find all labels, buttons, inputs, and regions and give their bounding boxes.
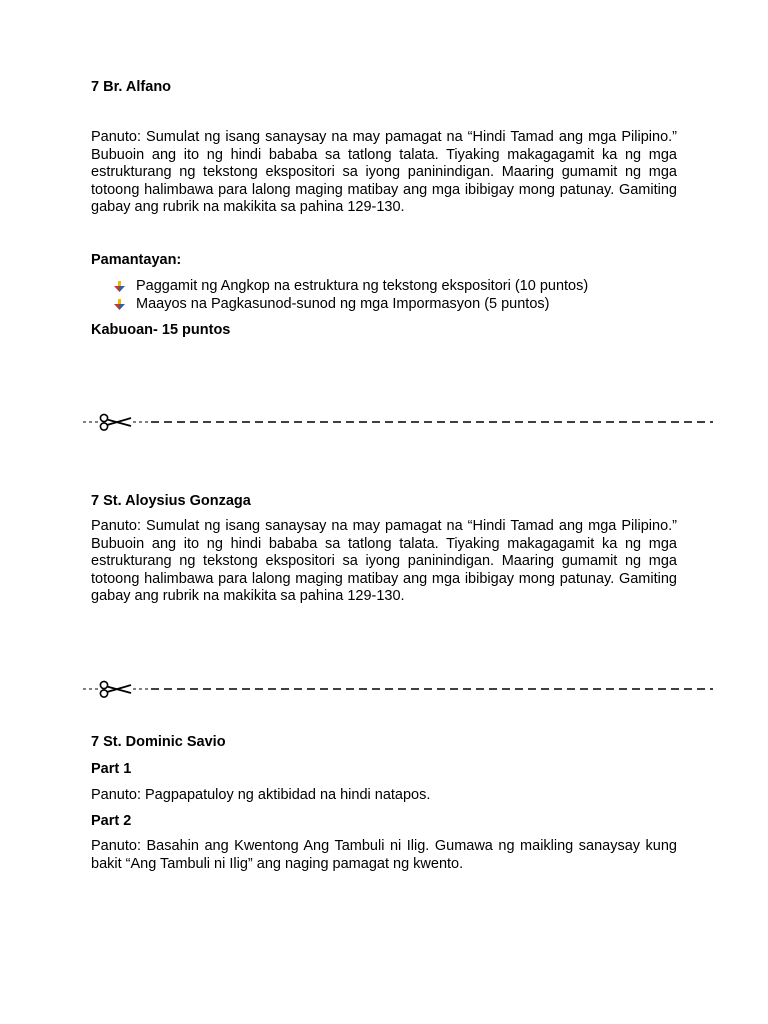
arrow-bullet-icon xyxy=(114,281,125,292)
part1-instruction: Panuto: Pagpapatuloy ng aktibidad na hindi natapos. xyxy=(91,787,431,803)
criteria-item xyxy=(114,295,588,313)
part2-instruction: Panuto: Basahin ang Kwentong Ang Tambuli ni Ilig. Gumawa ng maikling sanaysay kung bakit “Ang Tambuli ni Ilig” ang naging pamagat ng kwento. xyxy=(91,838,677,872)
part2-heading: Part 2 xyxy=(91,813,132,829)
criteria-list xyxy=(114,277,588,313)
scissors-icon xyxy=(100,414,131,430)
total-points: Kabuoan- 15 puntos xyxy=(91,322,231,338)
instruction-paragraph: Panuto: Sumulat ng isang sanaysay na may pamagat na “Hindi Tamad ang mga Pilipino.” Bubuoin ang ito ng hindi bababa sa tatlong talata. Tiyaking makagagamit ka ng mga estrukturang ng tekstong ekspositori sa iyong paninindigan. Maaring gumamit ng mga totoong halimbawa para lalong maging matibay ang mga ibibigay mong patunay. Gamiting gabay ang rubrik na makikita sa pahina 129-130. xyxy=(91,129,677,216)
part1-heading: Part 1 xyxy=(91,761,132,777)
criteria-text: Maayos na Pagkasunod-sunod ng mga Impormasyon (5 puntos) xyxy=(136,296,550,312)
instruction-paragraph: Panuto: Sumulat ng isang sanaysay na may pamagat na “Hindi Tamad ang mga Pilipino.” Bubuoin ang ito ng hindi bababa sa tatlong talata. Tiyaking makagagamit ka ng mga estrukturang ng tekstong ekspositori sa iyong paninindigan. Maaring gumamit ng mga totoong halimbawa para lalong maging matibay ang mga ibibigay mong patunay. Gamiting gabay ang rubrik na makikita sa pahina 129-130. xyxy=(91,518,677,605)
class-heading-st-dominic-savio: 7 St. Dominic Savio xyxy=(91,734,226,750)
class-heading-st-aloysius-gonzaga: 7 St. Aloysius Gonzaga xyxy=(91,493,251,509)
arrow-bullet-icon xyxy=(114,299,125,310)
class-heading-br-alfano: 7 Br. Alfano xyxy=(91,79,172,95)
criteria-item xyxy=(114,277,588,295)
cut-line xyxy=(83,412,713,432)
criteria-heading: Pamantayan: xyxy=(91,252,182,268)
cut-line xyxy=(83,679,713,699)
scissors-icon xyxy=(100,681,131,697)
criteria-text: Paggamit ng Angkop na estruktura ng tekstong ekspositori (10 puntos) xyxy=(136,278,589,294)
